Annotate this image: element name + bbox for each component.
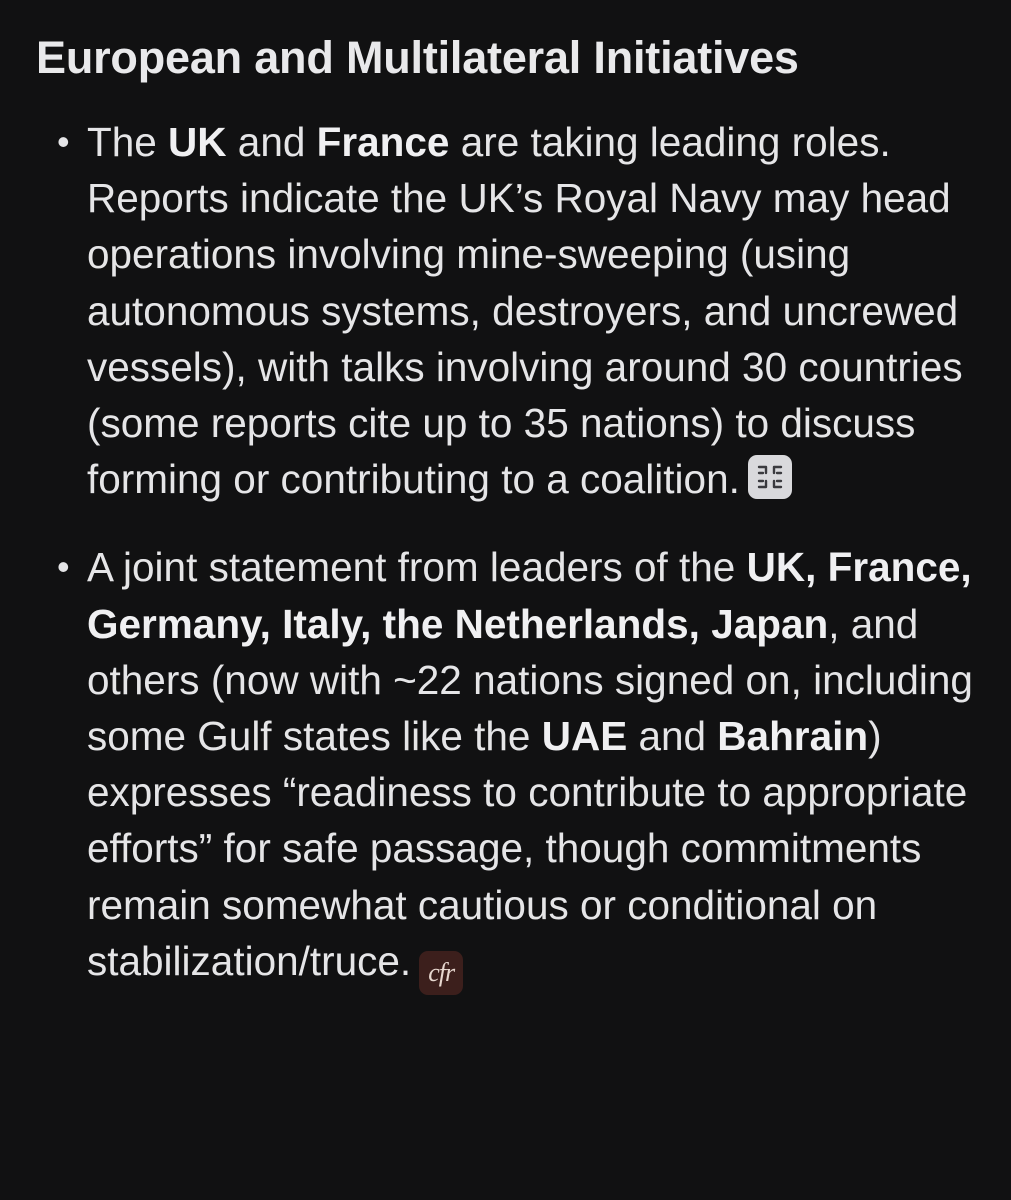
text-segment: A joint statement from leaders of the <box>87 544 747 591</box>
bold-text-segment: UK, France, Germany, Italy, the Netherlands, Japan <box>87 544 972 647</box>
bullet-item <box>36 539 977 994</box>
cfr-source-icon[interactable]: cfr <box>419 951 463 995</box>
bullet-text <box>87 544 973 983</box>
grid-glyph-icon <box>756 463 784 491</box>
bold-text-segment: France <box>316 119 450 165</box>
bold-text-segment: Bahrain <box>717 713 869 760</box>
bullet-list <box>36 114 977 995</box>
bullet-text <box>87 119 963 502</box>
bold-text-segment: UK <box>168 119 227 165</box>
text-segment: are taking leading roles. Reports indicate the UK’s Royal Navy may head operations involving mine-sweeping (using autonomous systems, destroyers, and uncrewed vessels), with talks involving around 30 countries (some reports cite up to 35 nations) to discuss forming or contributing to a coalition. <box>87 119 963 503</box>
text-segment: ) expresses “readiness to contribute to appropriate efforts” for safe passage, though commitments remain somewhat cautious or conditional on stabilization/truce. <box>87 713 968 984</box>
section-heading: European and Multilateral Initiatives <box>36 32 799 83</box>
text-segment: , and others (now with ~22 nations signed on, including some Gulf states like the <box>87 600 973 760</box>
text-segment: and <box>226 119 317 165</box>
text-segment: The <box>87 119 169 165</box>
grid-source-icon[interactable] <box>748 455 792 499</box>
bullet-dot: • <box>57 121 70 162</box>
text-segment: and <box>627 713 718 760</box>
bullet-item <box>36 114 977 507</box>
bullet-dot: • <box>57 546 70 588</box>
bold-text-segment: UAE <box>541 713 628 760</box>
